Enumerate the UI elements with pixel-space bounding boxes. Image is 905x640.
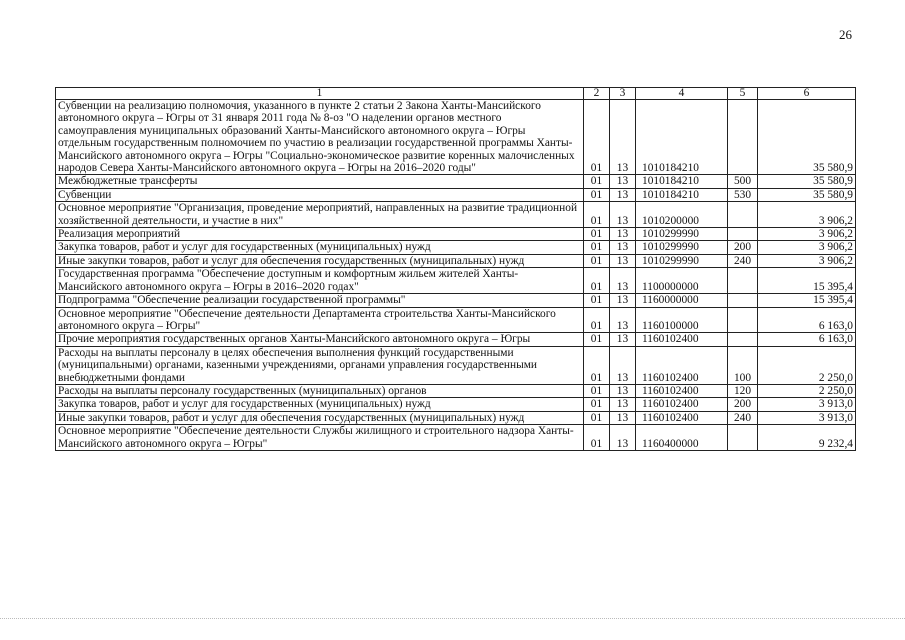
name-cell: Прочие мероприятия государственных органов Ханты-Мансийского автономного округа – Югры [56, 333, 584, 346]
expense-type-cell [728, 333, 758, 346]
section-cell: 01 [584, 307, 610, 333]
expense-type-cell [728, 294, 758, 307]
amount-cell: 3 906,2 [758, 254, 856, 267]
target-article-cell: 1010299990 [636, 228, 728, 241]
amount-cell: 15 395,4 [758, 294, 856, 307]
expense-type-cell: 100 [728, 346, 758, 384]
amount-cell: 35 580,9 [758, 188, 856, 201]
subsection-cell: 13 [610, 411, 636, 424]
name-cell: Расходы на выплаты персоналу в целях обеспечения выполнения функций государственными (муниципальными) органами, казенными учреждениями, органами управления государственными внебюджетными фондами [56, 346, 584, 384]
name-cell: Иные закупки товаров, работ и услуг для обеспечения государственных (муниципальных) нужд [56, 411, 584, 424]
target-article-cell: 1160400000 [636, 425, 728, 451]
table-row [56, 202, 856, 228]
section-cell: 01 [584, 411, 610, 424]
amount-cell: 35 580,9 [758, 100, 856, 175]
subsection-cell: 13 [610, 333, 636, 346]
amount-cell: 6 163,0 [758, 333, 856, 346]
table-row [56, 307, 856, 333]
table-row [56, 398, 856, 411]
amount-cell: 6 163,0 [758, 307, 856, 333]
subsection-cell: 13 [610, 241, 636, 254]
section-cell: 01 [584, 346, 610, 384]
section-cell: 01 [584, 333, 610, 346]
expense-type-cell [728, 425, 758, 451]
section-cell: 01 [584, 175, 610, 188]
header-cell: 6 [758, 88, 856, 100]
subsection-cell: 13 [610, 254, 636, 267]
table-row [56, 411, 856, 424]
section-cell: 01 [584, 294, 610, 307]
table-row [56, 333, 856, 346]
table-row [56, 425, 856, 451]
amount-cell: 3 913,0 [758, 411, 856, 424]
subsection-cell: 13 [610, 268, 636, 294]
target-article-cell: 1010184210 [636, 175, 728, 188]
section-cell: 01 [584, 398, 610, 411]
name-cell: Реализация мероприятий [56, 228, 584, 241]
section-cell: 01 [584, 254, 610, 267]
target-article-cell: 1160102400 [636, 333, 728, 346]
expense-type-cell [728, 202, 758, 228]
section-cell: 01 [584, 100, 610, 175]
subsection-cell: 13 [610, 100, 636, 175]
table-row [56, 100, 856, 175]
subsection-cell: 13 [610, 425, 636, 451]
subsection-cell: 13 [610, 398, 636, 411]
subsection-cell: 13 [610, 188, 636, 201]
amount-cell: 2 250,0 [758, 346, 856, 384]
budget-table [55, 87, 856, 451]
expense-type-cell: 530 [728, 188, 758, 201]
subsection-cell: 13 [610, 384, 636, 397]
table-header-row [56, 88, 856, 100]
table-row [56, 188, 856, 201]
section-cell: 01 [584, 202, 610, 228]
amount-cell: 2 250,0 [758, 384, 856, 397]
expense-type-cell [728, 228, 758, 241]
subsection-cell: 13 [610, 294, 636, 307]
expense-type-cell [728, 100, 758, 175]
table-row [56, 254, 856, 267]
table-row [56, 228, 856, 241]
name-cell: Закупка товаров, работ и услуг для государственных (муниципальных) нужд [56, 241, 584, 254]
expense-type-cell [728, 268, 758, 294]
name-cell: Подпрограмма "Обеспечение реализации государственной программы" [56, 294, 584, 307]
expense-type-cell: 500 [728, 175, 758, 188]
name-cell: Основное мероприятие "Обеспечение деятельности Службы жилищного и строительного надзора Ханты-Мансийского автономного округа – Югры" [56, 425, 584, 451]
header-cell: 1 [56, 88, 584, 100]
name-cell: Закупка товаров, работ и услуг для государственных (муниципальных) нужд [56, 398, 584, 411]
target-article-cell: 1160102400 [636, 384, 728, 397]
header-cell: 3 [610, 88, 636, 100]
name-cell: Субвенции [56, 188, 584, 201]
expense-type-cell: 240 [728, 411, 758, 424]
target-article-cell: 1100000000 [636, 268, 728, 294]
section-cell: 01 [584, 384, 610, 397]
amount-cell: 35 580,9 [758, 175, 856, 188]
subsection-cell: 13 [610, 202, 636, 228]
target-article-cell: 1010200000 [636, 202, 728, 228]
expense-type-cell [728, 307, 758, 333]
header-cell: 2 [584, 88, 610, 100]
expense-type-cell: 240 [728, 254, 758, 267]
name-cell: Межбюджетные трансферты [56, 175, 584, 188]
amount-cell: 3 913,0 [758, 398, 856, 411]
header-cell: 4 [636, 88, 728, 100]
name-cell: Иные закупки товаров, работ и услуг для обеспечения государственных (муниципальных) нужд [56, 254, 584, 267]
name-cell: Субвенции на реализацию полномочия, указанного в пункте 2 статьи 2 Закона Ханты-Мансийского автономного округа – Югры от 31 января 2011 года № 8-оз "О наделении органов местного самоуправления муниципальных образований Ханты-Мансийского автономного округа – Югры отдельным государственным полномочием по участию в реализации государственной программы Ханты-Мансийского автономного округа – Югры "Социально-экономическое развитие коренных малочисленных народов Севера Ханты-Мансийского автономного округа – Югры на 2016–2020 годы" [56, 100, 584, 175]
target-article-cell: 1010299990 [636, 254, 728, 267]
amount-cell: 9 232,4 [758, 425, 856, 451]
table-row [56, 268, 856, 294]
name-cell: Государственная программа "Обеспечение доступным и комфортным жильем жителей Ханты-Мансийского автономного округа – Югры в 2016–2020 годах" [56, 268, 584, 294]
table-row [56, 175, 856, 188]
section-cell: 01 [584, 228, 610, 241]
subsection-cell: 13 [610, 307, 636, 333]
target-article-cell: 1160102400 [636, 411, 728, 424]
target-article-cell: 1010184210 [636, 188, 728, 201]
amount-cell: 3 906,2 [758, 241, 856, 254]
header-cell: 5 [728, 88, 758, 100]
target-article-cell: 1160102400 [636, 398, 728, 411]
scan-noise-line [0, 618, 905, 620]
expense-type-cell: 120 [728, 384, 758, 397]
name-cell: Основное мероприятие "Обеспечение деятельности Департамента строительства Ханты-Мансийского автономного округа – Югры" [56, 307, 584, 333]
name-cell: Расходы на выплаты персоналу государственных (муниципальных) органов [56, 384, 584, 397]
section-cell: 01 [584, 268, 610, 294]
section-cell: 01 [584, 188, 610, 201]
subsection-cell: 13 [610, 228, 636, 241]
table-row [56, 346, 856, 384]
amount-cell: 3 906,2 [758, 202, 856, 228]
expense-type-cell: 200 [728, 398, 758, 411]
table-row [56, 384, 856, 397]
target-article-cell: 1160100000 [636, 307, 728, 333]
subsection-cell: 13 [610, 346, 636, 384]
amount-cell: 15 395,4 [758, 268, 856, 294]
amount-cell: 3 906,2 [758, 228, 856, 241]
target-article-cell: 1010299990 [636, 241, 728, 254]
expense-type-cell: 200 [728, 241, 758, 254]
target-article-cell: 1160000000 [636, 294, 728, 307]
name-cell: Основное мероприятие "Организация, проведение мероприятий, направленных на развитие традиционной хозяйственной деятельности, и участие в них" [56, 202, 584, 228]
table-row [56, 241, 856, 254]
section-cell: 01 [584, 425, 610, 451]
subsection-cell: 13 [610, 175, 636, 188]
target-article-cell: 1160102400 [636, 346, 728, 384]
page-number: 26 [839, 27, 852, 42]
target-article-cell: 1010184210 [636, 100, 728, 175]
section-cell: 01 [584, 241, 610, 254]
table-row [56, 294, 856, 307]
